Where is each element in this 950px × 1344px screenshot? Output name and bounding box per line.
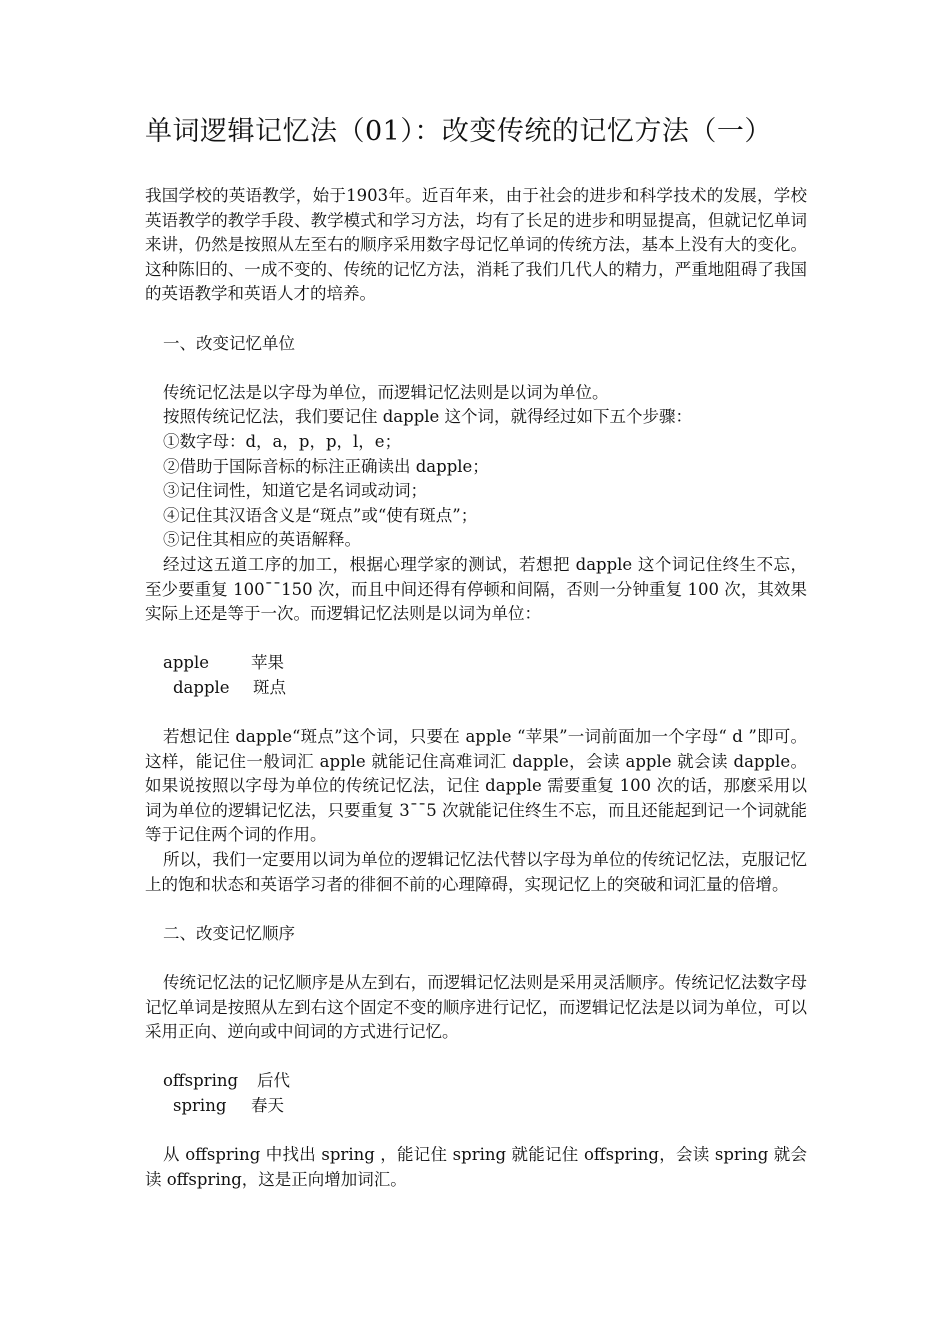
word-pair-row <box>145 1069 807 1094</box>
word-pair-row <box>145 651 807 676</box>
step-item: ⑤记住其相应的英语解释。 <box>163 530 361 550</box>
section1-paragraph: 经过这五道工序的加工，根据心理学家的测试，若想把 dapple 这个词记住终生不忘，至少要重复 100¯¯150 次，而且中间还得有停顿和间隔，否则一分钟重复 100 次，其效果实际上还是等于一次。而逻辑记忆法则是以词为单位： <box>145 554 807 624</box>
chinese-meaning: 后代 <box>257 1071 290 1091</box>
english-word: spring <box>173 1095 227 1115</box>
document-title: 单词逻辑记忆法（01）：改变传统的记忆方法（一） <box>145 116 772 147</box>
chinese-meaning: 春天 <box>251 1095 284 1115</box>
document-body <box>145 184 807 1192</box>
step-item: ③记住词性，知道它是名词或动词； <box>163 481 427 501</box>
english-word: dapple <box>173 677 230 697</box>
section1-line-1: 传统记忆法是以字母为单位，而逻辑记忆法则是以词为单位。 <box>163 382 609 402</box>
section1-line-2: 按照传统记忆法，我们要记住 dapple 这个词，就得经过如下五个步骤： <box>163 407 693 427</box>
section-heading-1: 一、改变记忆单位 <box>163 333 295 353</box>
section1-paragraph-3: 所以，我们一定要用以词为单位的逻辑记忆法代替以字母为单位的传统记忆法，克服记忆上的饱和状态和英语学习者的徘徊不前的心理障碍，实现记忆上的突破和词汇量的倍增。 <box>145 850 807 894</box>
english-word: apple <box>163 653 210 673</box>
chinese-meaning: 苹果 <box>251 653 284 673</box>
section1-paragraph-2: 若想记住 dapple“斑点”这个词，只要在 apple “苹果”一词前面加一个字母“ d ”即可。这样，能记住一般词汇 apple 就能记住高难词汇 dapple，会读 apple 就会读 dapple。如果说按照以字母为单位的传统记忆法，记住 dapple 需要重复 100 次的话，那麽采用以词为单位的逻辑记忆法，只要重复 3¯¯5 次就能记住终生不忘，而且还能起到记一个词就能等于记住两个词的作用。 <box>145 727 807 845</box>
step-item: ④记住其汉语含义是“斑点”或“使有斑点”； <box>163 505 478 525</box>
intro-paragraph: 我国学校的英语教学，始于1903年。近百年来，由于社会的进步和科学技术的发展，学校英语教学的教学手段、教学模式和学习方法，均有了长足的进步和明显提高，但就记忆单词来讲，仍然是按照从左至右的顺序采用数字母记忆单词的传统方法，基本上没有大的变化。这种陈旧的、一成不变的、传统的记忆方法，消耗了我们几代人的精力，严重地阻碍了我国的英语教学和英语人才的培养。 <box>145 186 807 304</box>
section2-paragraph: 传统记忆法的记忆顺序是从左到右，而逻辑记忆法则是采用灵活顺序。传统记忆法数字母记忆单词是按照从左到右这个固定不变的顺序进行记忆，而逻辑记忆法是以词为单位，可以采用正向、逆向或中间词的方式进行记忆。 <box>145 973 807 1042</box>
word-pair-row <box>145 1094 807 1119</box>
step-item: ②借助于国际音标的标注正确读出 dapple； <box>163 456 489 476</box>
step-item: ①数字母：d，a，p，p，l，e； <box>163 431 402 451</box>
section2-paragraph-2: 从 offspring 中找出 spring ，能记住 spring 就能记住 offspring，会读 spring 就会读 offspring，这是正向增加词汇。 <box>145 1145 807 1189</box>
chinese-meaning: 斑点 <box>253 677 286 697</box>
english-word: offspring <box>163 1071 239 1091</box>
section-heading-2: 二、改变记忆顺序 <box>163 923 295 943</box>
word-pair-row <box>145 676 807 701</box>
